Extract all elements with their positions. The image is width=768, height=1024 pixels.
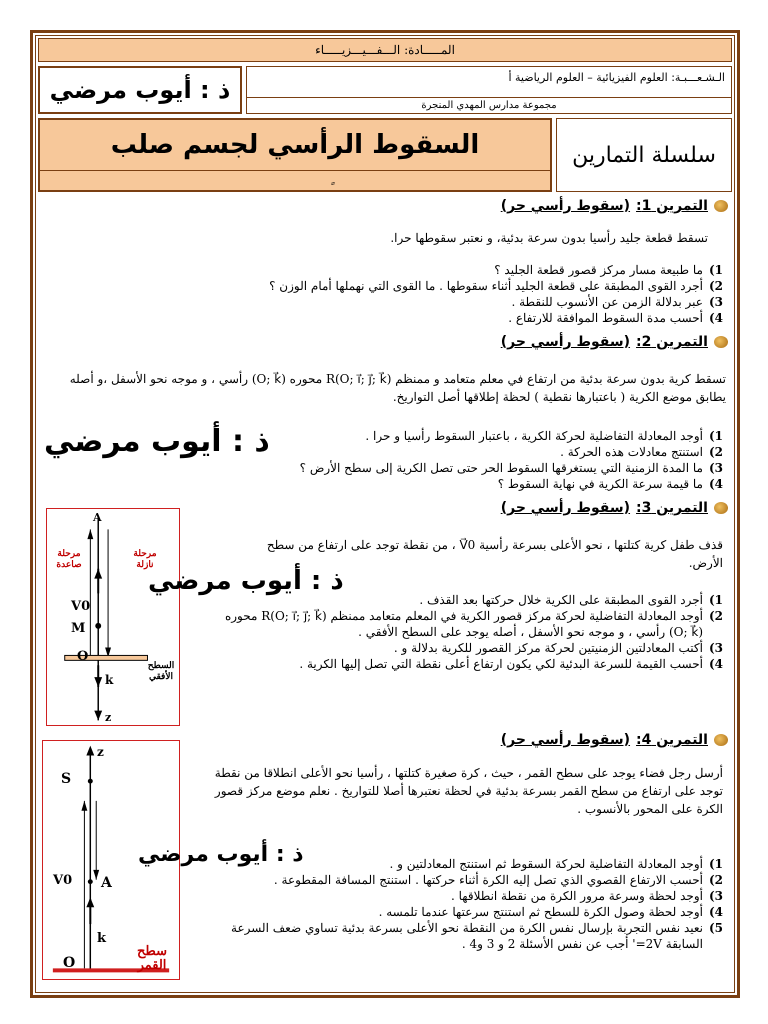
question-text: ما طبيعة مسار مركز قصور قطعة الجليد ؟ xyxy=(494,263,703,277)
lesson-strip xyxy=(40,170,550,190)
question-text: أجرد القوى المطبقة على الكرية خلال حركتها بعد القذف . xyxy=(419,593,703,607)
exercise-2-heading xyxy=(501,334,728,350)
header-row xyxy=(38,66,732,114)
exercise-3-label: التمرين 3: xyxy=(636,500,708,516)
exercise-3-heading xyxy=(501,500,728,516)
exercise-3-questions xyxy=(203,592,723,672)
exercise-3-subtitle: (سقوط رأسي حر) xyxy=(500,500,631,516)
exercise-4-subtitle: (سقوط رأسي حر) xyxy=(500,732,631,748)
bullet-icon xyxy=(714,734,728,746)
question-text: أحسب مدة السقوط الموافقة للارتفاع . xyxy=(508,311,703,325)
up-phase-label: مرحلة صاعدة xyxy=(56,549,82,570)
down-phase-label: مرحلة نازلة xyxy=(133,549,157,570)
list-item xyxy=(63,278,723,294)
point-a-label: A xyxy=(101,875,112,891)
point-m-label: M xyxy=(71,621,86,636)
branch-box xyxy=(246,66,732,114)
question-number: 1) xyxy=(708,857,723,871)
question-text: نعيد نفس التجربة بإرسال نفس الكرة من النقطة نحو الأعلى بسرعة بدئية تساوي ضعف السرعة السابقة 2V=' أجب عن نفس الأسئلة 2 و 3 و4 . xyxy=(231,921,703,951)
ground-label: السطح الأفقي xyxy=(147,661,175,682)
z-axis-label: z xyxy=(97,745,104,759)
question-text: أوجد المعادلة التفاضلية لحركة السقوط ثم استنتج المعادلتين و . xyxy=(389,857,703,871)
list-item xyxy=(203,592,723,608)
lesson-title: السقوط الرأسي لجسم صلب xyxy=(110,130,480,160)
exercise-2-subtitle: (سقوط رأسي حر) xyxy=(500,334,631,350)
point-a-label: A xyxy=(93,511,102,524)
list-item xyxy=(63,294,723,310)
question-number: 3) xyxy=(708,641,723,655)
school-text: مجموعة مدارس المهدي المنجرة xyxy=(247,97,731,111)
question-text: أحسب القيمة للسرعة البدئية لكي يكون ارتفاع أعلى نقطة التي تصل إليها الكرية . xyxy=(299,657,703,671)
exercise-1-subtitle: (سقوط رأسي حر) xyxy=(500,198,631,214)
exercise-3-intro: قذف طفل كرية كتلتها ، نحو الأعلى بسرعة رأسية V⃗0 ، من نقطة توجد على ارتفاع من سطح الأرض. xyxy=(266,538,723,570)
moon-surface-label: سطح القمر xyxy=(137,944,167,973)
unit-k-label: k xyxy=(105,673,114,687)
question-number: 3) xyxy=(708,461,723,475)
bullet-icon xyxy=(714,200,728,212)
question-number: 1) xyxy=(708,593,723,607)
list-item xyxy=(193,856,723,872)
list-item xyxy=(263,476,723,492)
question-text: أوجد المعادلة التفاضلية لحركة الكرية ، باعتبار السقوط رأسيا و حرا . xyxy=(365,429,703,443)
question-text: أوجد المعادلة التفاضلية لحركة مركز قصور الكرية في المعلم متعامد ممنظم R(O; i⃗; j⃗; k⃗) محوره (O; k⃗) رأسي ، و موجه نحو الأسفل ، أصله يوجد على السطح الأفقي . xyxy=(224,609,703,639)
subject-text: المـــــادة: الـــفـــيـــزيـــــاء xyxy=(315,43,455,57)
teacher-box xyxy=(38,66,242,114)
bullet-icon xyxy=(714,336,728,348)
teacher-signature-stamp: ذ : أيوب مرضي xyxy=(44,424,270,459)
question-text: استنتج معادلات هذه الحركة . xyxy=(560,445,703,459)
bullet-icon xyxy=(714,502,728,514)
point-o-label: O xyxy=(77,649,89,664)
figure-3-svg xyxy=(47,509,179,725)
question-number: 1) xyxy=(708,429,723,443)
teacher-name: ذ : أيوب مرضي xyxy=(49,76,231,104)
subject-bar xyxy=(38,38,732,62)
list-item xyxy=(263,444,723,460)
list-item xyxy=(193,920,723,952)
series-title: سلسلة التمارين xyxy=(572,142,716,168)
teacher-signature-stamp: ذ : أيوب مرضي xyxy=(138,842,304,867)
question-number: 5) xyxy=(708,921,723,935)
figure-exercise-3 xyxy=(46,508,180,726)
question-number: 2) xyxy=(708,445,723,459)
question-text: ما المدة الزمنية التي يستغرقها السقوط الحر حتى تصل الكرية إلى سطح الأرض ؟ xyxy=(299,461,703,475)
branch-text: الـشـعـــبـة: العلوم الفيزيائية – العلوم الرياضية أ xyxy=(508,71,725,84)
list-item xyxy=(263,428,723,444)
question-number: 4) xyxy=(708,477,723,491)
list-item xyxy=(193,888,723,904)
question-text: أجرد القوى المطبقة على قطعة الجليد أثناء سقوطها . ما القوى التي نهملها أمام الوزن ؟ xyxy=(269,279,703,293)
question-number: 3) xyxy=(708,889,723,903)
series-box xyxy=(556,118,732,192)
exercise-2-label: التمرين 2: xyxy=(636,334,708,350)
question-number: 2) xyxy=(708,873,723,887)
question-number: 4) xyxy=(708,657,723,671)
lesson-title-box xyxy=(38,118,552,192)
question-number: 1) xyxy=(708,263,723,277)
list-item xyxy=(63,310,723,326)
question-text: أوجد لحظة وسرعة مرور الكرة من نقطة انطلاقها . xyxy=(451,889,703,903)
z-axis-label: z xyxy=(105,711,112,724)
v0-label: V0 xyxy=(71,599,91,614)
list-item xyxy=(193,904,723,920)
exercise-4-label: التمرين 4: xyxy=(636,732,708,748)
question-text: أحسب الارتفاع القصوي الذي تصل إليه الكرة أثناء حركتها . استنتج المسافة المقطوعة . xyxy=(273,873,703,887)
exercise-1-intro: تسقط قطعة جليد رأسيا بدون سرعة بدئية، و نعتبر سقوطها حرا. xyxy=(390,231,708,245)
unit-k-label: k xyxy=(97,931,107,946)
list-item xyxy=(203,608,723,640)
exercise-1-heading xyxy=(501,198,728,214)
point-s-label: S xyxy=(61,771,72,787)
question-text: أكتب المعادلتين الزمنيتين لحركة مركز القصور للكرية بدلالة و . xyxy=(393,641,703,655)
list-item xyxy=(203,640,723,656)
question-number: 2) xyxy=(708,609,723,623)
v0-label: V0 xyxy=(53,873,73,888)
title-row xyxy=(38,118,732,192)
question-number: 3) xyxy=(708,295,723,309)
exercise-1-questions xyxy=(63,262,723,326)
exercise-4-questions xyxy=(193,856,723,952)
exercise-2-questions xyxy=(263,428,723,492)
question-text: أوجد لحظة وصول الكرة للسطح ثم استنتج سرعتها عندما تلمسه . xyxy=(378,905,703,919)
exercise-4-heading xyxy=(501,732,728,748)
question-text: عبر بدلالة الزمن عن الأنسوب للنقطة . xyxy=(511,295,703,309)
question-number: 4) xyxy=(708,311,723,325)
exercise-4-intro: أرسل رجل فضاء يوجد على سطح القمر ، حيث ، كرة صغيرة كتلتها ، رأسيا نحو الأعلى انطلاقا من نقطة توجد على ارتفاع من سطح القمر بسرعة بدئية في لحظة نعتبرها أصلا للتواريخ . نعلم موضع مركز قصور الكرة على المحور بالأنسوب . xyxy=(214,766,723,816)
question-number: 4) xyxy=(708,905,723,919)
question-number: 2) xyxy=(708,279,723,293)
teacher-signature-stamp: ذ : أيوب مرضي xyxy=(148,566,344,596)
list-item xyxy=(193,872,723,888)
list-item xyxy=(203,656,723,672)
exercise-2-intro: تسقط كرية بدون سرعة بدئية من ارتفاع في معلم متعامد و ممنظم R(O; i⃗; j⃗; k⃗) محوره (O; k⃗) رأسي ، و موجه نحو الأسفل ،و أصله يطابق موضع الكرية ( باعتبارها نقطية ) لحظة إطلاقها أصل التواريخ. xyxy=(69,372,726,404)
question-text: ما قيمة سرعة الكرية في نهاية السقوط ؟ xyxy=(497,477,703,491)
point-o-label: O xyxy=(63,955,76,971)
list-item xyxy=(263,460,723,476)
list-item xyxy=(63,262,723,278)
exercise-1-label: التمرين 1: xyxy=(636,198,708,214)
